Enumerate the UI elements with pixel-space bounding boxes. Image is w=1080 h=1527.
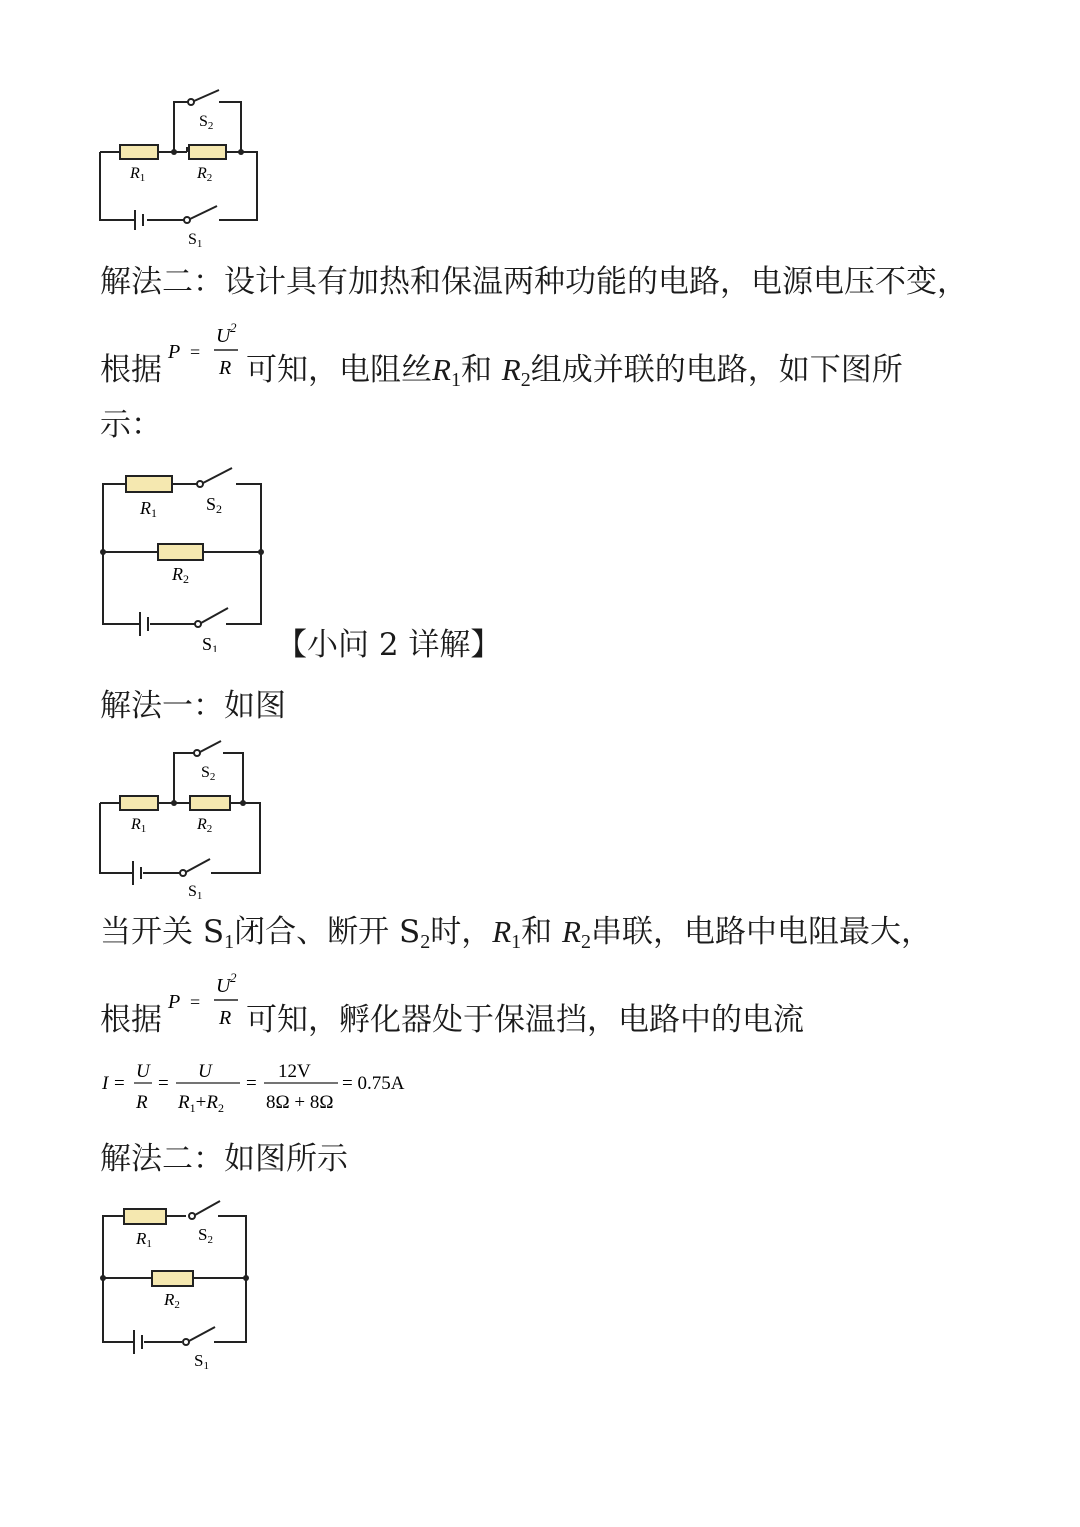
label-s1: S1 [188,883,203,902]
paragraph-method1: 解法一：如图 [100,688,286,724]
svg-text:U: U [216,325,231,347]
circuit-diagram-parallel-2 [98,1192,268,1382]
svg-text:R: R [136,1092,148,1113]
svg-text:8Ω + 8Ω: 8Ω + 8Ω [266,1092,334,1113]
current-equation [100,1056,440,1118]
label-s1: S1 [188,231,203,250]
svg-text:= 0.75A: = 0.75A [342,1073,405,1094]
label-r2: R2 [172,564,189,586]
svg-text:U: U [136,1061,150,1082]
section-heading-q2: 【小问 2 详解】 [276,627,502,663]
svg-text:R: R [219,1007,232,1029]
svg-text:=: = [246,1073,257,1094]
svg-text:U: U [198,1061,212,1082]
svg-text:2: 2 [230,320,237,335]
label-s1: S1 [202,634,219,652]
formula-p-u2-over-r-2 [164,970,254,1030]
resistor-r1 [124,1209,166,1224]
svg-text:=: = [158,1073,169,1094]
svg-text:=: = [190,992,201,1012]
paragraph-power-formula-2: 根据 可知，孵化器处于保温挡，电路中的电流 [100,1002,804,1038]
resistor-r1 [126,476,172,492]
paragraph-method2-cont: 示： [100,407,162,443]
resistor-r2 [158,544,203,560]
resistor-r2 [152,1271,193,1286]
svg-text:P: P [168,341,181,363]
formula-p-u2-over-r-1 [164,320,254,380]
resistor-r1 [120,796,158,810]
resistor-r2 [190,796,230,810]
svg-text:U: U [216,975,231,997]
svg-text:P: P [168,991,181,1013]
svg-text:R: R [219,357,232,379]
label-s2: S2 [206,494,223,516]
label-r1: R1 [140,498,157,520]
paragraph-method2-q2: 解法二：如图所示 [100,1141,348,1177]
label-r2: R2 [197,165,213,184]
svg-text:R1+R2: $R_1+R_2$ [178,1092,224,1115]
label-s2: S2 [199,113,214,132]
svg-text:2: 2 [230,970,237,985]
paragraph-switch-state: 当开关 $S_1$闭合、断开 $S_2$时，$R_1$和 $R_2$串联，电路中电阻最大， [100,914,932,953]
label-r1: R1 [131,816,147,835]
resistor-r2 [189,145,226,159]
paragraph-method2-intro: 解法二：设计具有加热和保温两种功能的电路，电源电压不变， [100,264,968,300]
label-r2: R2 [164,1290,180,1311]
label-s1: S1 [194,1351,209,1372]
svg-text:=: = [114,1073,125,1094]
circuit-diagram-parallel-1 [98,462,278,652]
label-s2: S2 [198,1225,213,1246]
svg-text:=: = [190,342,201,362]
label-r1: R1 [136,1229,152,1250]
circuit-diagram-series-1 [95,82,295,252]
label-r2: R2 [197,816,213,835]
circuit-diagram-series-2 [95,733,295,903]
resistor-r1 [120,145,158,159]
label-s2: S2 [201,764,216,783]
svg-text:12V: 12V [278,1061,311,1082]
svg-text:I: I [102,1073,109,1094]
label-r1: R1 [130,165,146,184]
paragraph-power-formula-1: 根据 可知，电阻丝$R_1$和 $R_2$组成并联的电路，如下图所 [100,352,903,391]
